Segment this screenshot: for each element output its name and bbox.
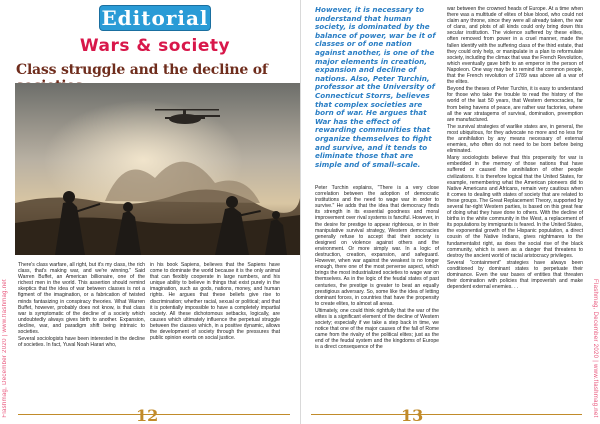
- left-side-label: Flashmag, December 2020 | www.flashmag.net: [2, 279, 8, 418]
- article-headline: Class struggle and the decline of: [16, 62, 268, 78]
- editorial-banner: Editorial: [101, 6, 209, 30]
- paragraph: Several "containment" strategies have always been conditioned by dominant states to perpetuate their dominance. Even the war bases of entities that threaten their domination with policies that impoverish and make dependent external enemies. . .: [447, 259, 583, 291]
- right-column-1: [315, 185, 439, 352]
- paragraph: Peter Turchin explains, "There is a very close correlation between the adoption of democratic institutions and the need to wage war in order to survive." He adds that the idea that democracy finds its strength in its essential goodness and moral improvement over rival systems is fanciful. However, in the desire for prestige to appear righteous, or in their manipulative survival strategy, Western democracies generally refuse to accept that their society is designed on violence against others and the environment. Or more simply war. In a logic of destruction, creation, expansion, and safeguard. However, when war against the weakest is no longer enough, there one of the most perverse aspect, which brings the most industrialized societies to wage war on themselves. As in the logic of the feudal states of past centuries, the prestige is greater to beat an equally prestigious adversary. So, some like the idea of letting dominant forces, in countries that have the propensity to create elites, to almost all areas.: [315, 185, 439, 307]
- paragraph: Ultimately, one could think rightfully that the war of the elites is a significant element of the decline of Western society; especially if we take a step back in time, we notice that one of the major causes of the fall of Rome came from the rivalry of the political elites; just as the end of the feudal system and the kingdoms of Europe is a direct consequence of the: [315, 307, 439, 351]
- right-page: [300, 0, 600, 424]
- paragraph: in his book Sapiens, believes that the Sapiens have come to dominate the world because it is the only animal that can flexibly cooperate in large numbers, and his unique ability to believe in things that exist purely in the imagination, such as gods, nations, money, and human rights. He argues that these beliefs give rise to discrimination; whether racial, sexual or political; and that it is potentially impossible to have a completely impartial society. All these dichotomous setbacks, logically, are causes which ultimately influence the perpetual struggle between the classes which, in a positive dynamic, allows the development of society through the pressures that public opinion exerts on social justice.: [150, 262, 280, 342]
- paragraph: Several sociologists have been interested in the decline of societies. In fact, Yuval Noah Harari who,: [18, 336, 145, 349]
- left-column-1: [18, 262, 145, 349]
- paragraph: Beyond the theses of Peter Turchin, it is easy to understand for those who take the trouble to read the history of the world of the last 50 years, that Western democracies, far from being havens of peace, are rather war factories, where all the war stratagems of survival, domination, preemption are manufactured.: [447, 86, 583, 123]
- page-number: 12: [136, 406, 159, 424]
- left-column-2: [150, 262, 280, 342]
- page-number: 13: [401, 406, 424, 424]
- paragraph: The survival strategies of warlike states are, in general, the most ubiquitous, for they advocate no more and no less for the annihilation by any means necessary of external enemies, who often do not need to be born before being eliminated.: [447, 123, 583, 155]
- right-column-2: [447, 6, 583, 291]
- footer-rule: [311, 414, 582, 415]
- paragraph: There's class warfare, all right, but it's my class, the rich class, that's making war, and we're winning." Said Warren Buffet, an American billionaire, one of the richest men in the world. This assertion should remind skeptics that the idea of war between classes is not a figment of the imagination, or a fabrication of twisted minds fantasizing in conspiracy theories. What Warren Buffet, however, probably does not know, is that class war is symptomatic of the decline of a society which undoubtedly always gives birth to another. Expansion, decline, war, and paradigm shift being intrinsic to societies.: [18, 262, 145, 336]
- war-photo: [15, 83, 300, 255]
- section-title: Wars & society: [79, 36, 231, 56]
- right-side-label: Flashmag, December 2020 | www.flashmag.net: [592, 279, 598, 418]
- lead-paragraph: However, it is necessary to understand that human society, is dominated by the balance of power, war be it of classes or of one nation against another, is one of the major elements in creation, expansion and decline of nations. Also, Peter Turchin, professor at the University of Connecticut Storrs, believes that complex societies are born of war. He argues that War has the effect of rewarding communities that organize themselves to fight and survive, and it tends to eliminate those that are simple and of small-scale.: [315, 5, 436, 169]
- paragraph: war between the crowned heads of Europe. At a time when there was a multitude of elites of blue blood, who could not claim any throne, since they were all already taken, the war of clans, and plots of all kinds could only bring down this secular institution. The violence suffered by these elites, often removed from power in a cruel manner, made the fallen identify with the suffering class of the third estate, that they could only help, or manipulate in a plan to reformulate society, including the climax that was the French Revolution, which eventually gave birth to an emperor in the person of Napoleon. One way may be to remind the common people, that the French revolution of 1789 was above all a war of the elites.: [447, 6, 583, 86]
- paragraph: Many sociologists believe that this propensity for war is embedded in the memory of those nations that have suffered or caused the annihilation of other people civilizations. It is therefore logical that the United States, for example, remembering what the American pioneers did to Native Americans and Africans, remain very cautious when it comes to dealing with states of society that are related to these groups. The Great Replacement Theory, supported by several far-right Western parties, is based on this great fear of doing what they have done to others. With the decline of births in the white community in the West, a replacement of its populations by immigrants is feared. In the United States, the exponential growth of the Hispanic population, a direct cousin of the Native Indians, gives nightmares to the fundamentalist right, as does the social rise of the black community, which is seen as a danger that threatens to destroy the ancient world of racial aristocracy privileges.: [447, 155, 583, 259]
